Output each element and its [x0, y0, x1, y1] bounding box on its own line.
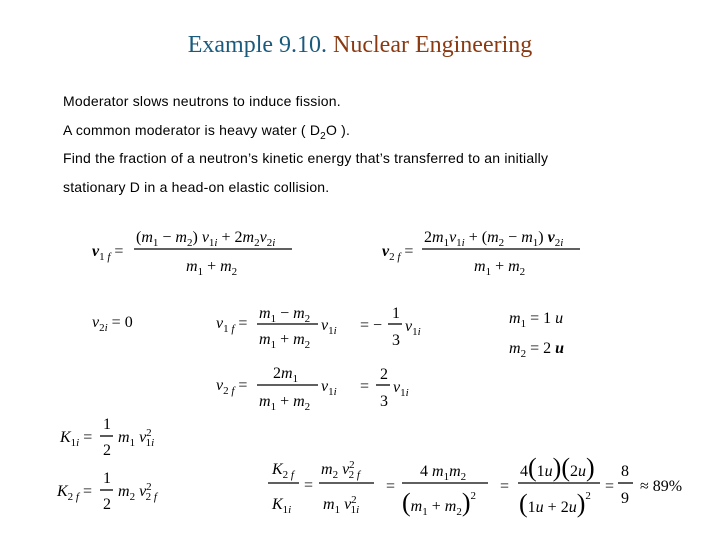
svg-text:2: 2	[103, 442, 111, 459]
svg-text:K1i: $K_1i$	[272, 496, 292, 516]
svg-text:m2 v22 f: $m_2$ $v^2$ 2 f	[118, 481, 157, 503]
line2-suffix: O ).	[325, 122, 351, 138]
intro-line-3: Find the fraction of a neutron’s kinetic energy that’s transferred to an initially	[63, 150, 549, 166]
svg-text:=: =	[605, 478, 615, 495]
svg-text:(m1 + m2)2: $(m_1 + m_2)^2$	[402, 488, 476, 518]
svg-text:2: 2	[103, 496, 111, 513]
svg-text:4 m1m2: 4 $m_1m_2$	[420, 463, 467, 483]
k1i-equation	[59, 416, 154, 459]
k2f-equation	[56, 470, 159, 513]
svg-text:v1i: $v_1i$	[393, 379, 409, 399]
svg-text:m1 + m2: $m_1 + m_2$	[259, 393, 311, 413]
svg-text:=: =	[386, 478, 396, 495]
svg-text:2m1v1i + (m2 − m1) v2i: $2m_1v_1i + (m_2 - m_1)$ $v_2i$	[424, 229, 564, 249]
v2f-result	[216, 365, 409, 413]
svg-text:2m1: $2m_1$	[273, 365, 299, 385]
svg-text:m2 v22 f: $m_2$ $v^2$ 2 f	[321, 459, 360, 481]
svg-text:= −: = −	[360, 317, 383, 334]
svg-text:9: 9	[621, 490, 629, 507]
svg-text:≈ 89%: ≈ 89%	[640, 478, 683, 495]
intro-line-4: stationary D in a head-on elastic collision.	[63, 179, 330, 195]
svg-text:3: 3	[380, 393, 388, 410]
svg-text:v1i: $v_1i$	[405, 318, 421, 338]
svg-text:K2 f: $K_2$ f	[272, 461, 294, 481]
svg-text:m1 = 1 u: $m_1 = 1$ u	[509, 310, 564, 330]
v2f-formula	[382, 229, 580, 278]
svg-text:v2 f =: $v_2$ f =	[216, 377, 248, 397]
masses	[509, 310, 564, 360]
v1f-result	[216, 305, 421, 351]
svg-text:1: 1	[103, 470, 111, 487]
svg-text:v2i = 0: $v_2i = 0$	[92, 314, 133, 334]
line2-subscript: 2	[320, 130, 326, 142]
svg-text:(1u + 2u)2: $(1u + 2u)^2$	[519, 489, 591, 518]
title-topic: Nuclear Engineering	[333, 32, 533, 58]
svg-text:m1 + m2: $m_1 + m_2$	[474, 258, 526, 278]
svg-text:3: 3	[392, 332, 400, 349]
v2i-zero	[92, 314, 133, 334]
title-number: Example 9.10.	[187, 32, 328, 58]
svg-text:v1i: $v_1i$	[321, 378, 337, 398]
svg-text:K1i =: $K_1i$ =	[60, 429, 93, 449]
svg-text:=: =	[500, 478, 510, 495]
svg-text:m1 + m2: $m_1 + m_2$	[186, 258, 238, 278]
svg-text:1: 1	[103, 416, 111, 433]
svg-text:v1 f =: $v_1$ f =	[92, 243, 124, 263]
svg-text:m1 + m2: $m_1 + m_2$	[259, 331, 311, 351]
svg-text:m2 = 2 u: $m_2 = 2$ u	[509, 340, 564, 360]
svg-text:=: =	[360, 378, 370, 395]
svg-text:m1 − m2: $m_1 - m_2$	[259, 305, 311, 325]
svg-text:m1 v21i: $m_1$ $v^2$ 1i	[323, 494, 360, 516]
svg-text:2: 2	[380, 366, 388, 383]
svg-text:4(1u)(2u): 4(1u)(2u)	[520, 453, 595, 482]
energy-ratio	[268, 453, 682, 518]
intro-line-1: Moderator slows neutrons to induce fission.	[63, 93, 341, 109]
svg-text:(m1 − m2) v1i + 2m2v2i: $(m_1 - m_2) v_1i + 2m_2v_2i$	[136, 229, 276, 249]
svg-text:8: 8	[621, 463, 629, 480]
svg-text:1: 1	[392, 305, 400, 322]
svg-text:v2 f =: $v_2$ f =	[382, 243, 414, 263]
svg-text:K2 f =: $K_2$ f =	[57, 483, 93, 503]
line2-prefix: A common moderator is heavy water ( D	[63, 122, 321, 138]
svg-text:v1 f =: $v_1$ f =	[216, 315, 248, 335]
svg-text:=: =	[304, 477, 314, 494]
svg-text:v1i: $v_1i$	[321, 317, 337, 337]
svg-text:m1 v21i: $m_1$ $v^2$ 1i	[118, 427, 155, 449]
v1f-formula	[92, 229, 292, 278]
